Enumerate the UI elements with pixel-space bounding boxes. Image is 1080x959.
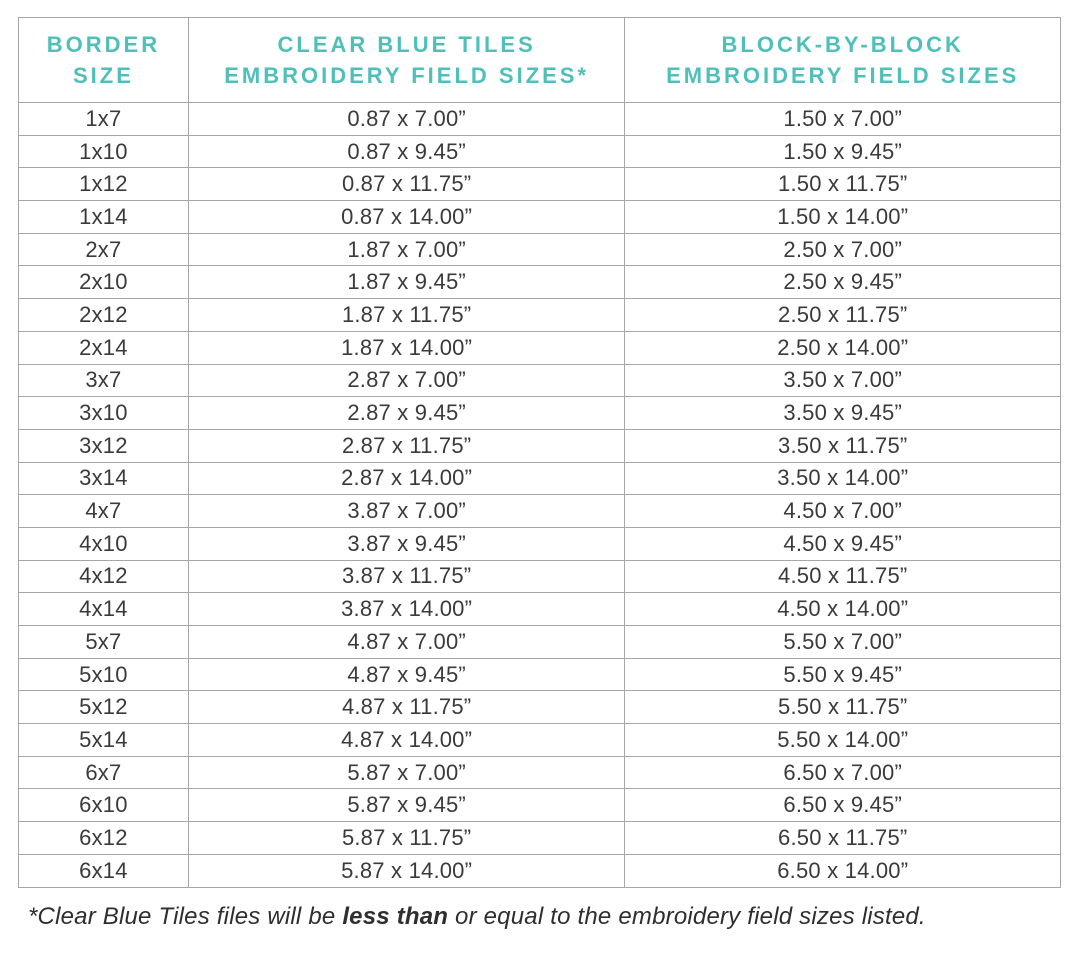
footnote-bold: less than	[342, 903, 449, 930]
cell-block-by-block: 6.50 x 7.00”	[625, 756, 1061, 789]
cell-clear-blue-tiles: 1.87 x 9.45”	[188, 266, 625, 299]
cell-border-size: 3x7	[19, 364, 189, 397]
cell-clear-blue-tiles: 5.87 x 14.00”	[188, 854, 625, 887]
cell-border-size: 6x14	[19, 854, 189, 887]
cell-block-by-block: 3.50 x 9.45”	[625, 397, 1061, 430]
cell-border-size: 1x12	[19, 168, 189, 201]
table-row	[19, 135, 1061, 168]
cell-border-size: 4x14	[19, 593, 189, 626]
footnote-suffix: or equal to the embroidery field sizes listed.	[448, 903, 926, 930]
embroidery-field-size-table	[18, 17, 1061, 888]
cell-block-by-block: 5.50 x 11.75”	[625, 691, 1061, 724]
column-header-block-by-block	[625, 18, 1061, 103]
cell-border-size: 2x14	[19, 331, 189, 364]
cell-block-by-block: 2.50 x 7.00”	[625, 233, 1061, 266]
cell-clear-blue-tiles: 4.87 x 9.45”	[188, 658, 625, 691]
table-row	[19, 560, 1061, 593]
cell-block-by-block: 4.50 x 11.75”	[625, 560, 1061, 593]
cell-border-size: 4x7	[19, 495, 189, 528]
column-header-border-size	[19, 18, 189, 103]
cell-clear-blue-tiles: 3.87 x 14.00”	[188, 593, 625, 626]
table-row	[19, 756, 1061, 789]
table-row	[19, 364, 1061, 397]
table-row	[19, 103, 1061, 136]
table-row	[19, 593, 1061, 626]
cell-clear-blue-tiles: 4.87 x 11.75”	[188, 691, 625, 724]
cell-block-by-block: 4.50 x 9.45”	[625, 527, 1061, 560]
cell-block-by-block: 1.50 x 7.00”	[625, 103, 1061, 136]
cell-block-by-block: 1.50 x 14.00”	[625, 201, 1061, 234]
table-row	[19, 462, 1061, 495]
cell-border-size: 5x7	[19, 626, 189, 659]
cell-block-by-block: 6.50 x 14.00”	[625, 854, 1061, 887]
cell-block-by-block: 5.50 x 14.00”	[625, 724, 1061, 757]
table-row	[19, 495, 1061, 528]
cell-border-size: 3x12	[19, 429, 189, 462]
cell-border-size: 1x7	[19, 103, 189, 136]
cell-block-by-block: 6.50 x 11.75”	[625, 822, 1061, 855]
cell-clear-blue-tiles: 5.87 x 7.00”	[188, 756, 625, 789]
cell-border-size: 5x12	[19, 691, 189, 724]
cell-clear-blue-tiles: 4.87 x 7.00”	[188, 626, 625, 659]
cell-clear-blue-tiles: 5.87 x 9.45”	[188, 789, 625, 822]
cell-block-by-block: 5.50 x 9.45”	[625, 658, 1061, 691]
table-row	[19, 331, 1061, 364]
cell-border-size: 4x10	[19, 527, 189, 560]
cell-block-by-block: 4.50 x 14.00”	[625, 593, 1061, 626]
table-row	[19, 201, 1061, 234]
cell-clear-blue-tiles: 4.87 x 14.00”	[188, 724, 625, 757]
cell-block-by-block: 3.50 x 7.00”	[625, 364, 1061, 397]
table-body	[19, 103, 1061, 888]
header-line: SIZE	[72, 63, 134, 88]
cell-clear-blue-tiles: 0.87 x 7.00”	[188, 103, 625, 136]
table-row	[19, 724, 1061, 757]
cell-clear-blue-tiles: 3.87 x 11.75”	[188, 560, 625, 593]
table-row	[19, 233, 1061, 266]
cell-border-size: 3x10	[19, 397, 189, 430]
cell-border-size: 1x10	[19, 135, 189, 168]
table-row	[19, 789, 1061, 822]
cell-clear-blue-tiles: 1.87 x 14.00”	[188, 331, 625, 364]
header-line: CLEAR BLUE TILES	[277, 32, 536, 57]
cell-block-by-block: 4.50 x 7.00”	[625, 495, 1061, 528]
cell-clear-blue-tiles: 2.87 x 7.00”	[188, 364, 625, 397]
table-row	[19, 854, 1061, 887]
cell-clear-blue-tiles: 1.87 x 7.00”	[188, 233, 625, 266]
table-row	[19, 397, 1061, 430]
table-row	[19, 626, 1061, 659]
cell-block-by-block: 5.50 x 7.00”	[625, 626, 1061, 659]
cell-clear-blue-tiles: 3.87 x 7.00”	[188, 495, 625, 528]
cell-border-size: 3x14	[19, 462, 189, 495]
cell-block-by-block: 1.50 x 9.45”	[625, 135, 1061, 168]
cell-block-by-block: 3.50 x 14.00”	[625, 462, 1061, 495]
cell-block-by-block: 1.50 x 11.75”	[625, 168, 1061, 201]
cell-clear-blue-tiles: 0.87 x 11.75”	[188, 168, 625, 201]
table-row	[19, 691, 1061, 724]
cell-block-by-block: 2.50 x 9.45”	[625, 266, 1061, 299]
cell-border-size: 2x7	[19, 233, 189, 266]
cell-block-by-block: 2.50 x 11.75”	[625, 299, 1061, 332]
column-header-clear-blue-tiles	[188, 18, 625, 103]
cell-clear-blue-tiles: 5.87 x 11.75”	[188, 822, 625, 855]
cell-border-size: 6x12	[19, 822, 189, 855]
footnote	[28, 903, 1058, 931]
cell-clear-blue-tiles: 0.87 x 14.00”	[188, 201, 625, 234]
header-line: BORDER	[46, 32, 161, 57]
cell-clear-blue-tiles: 0.87 x 9.45”	[188, 135, 625, 168]
table-row	[19, 527, 1061, 560]
cell-block-by-block: 2.50 x 14.00”	[625, 331, 1061, 364]
cell-clear-blue-tiles: 2.87 x 9.45”	[188, 397, 625, 430]
header-line: EMBROIDERY FIELD SIZES	[666, 63, 1020, 88]
cell-border-size: 4x12	[19, 560, 189, 593]
cell-block-by-block: 6.50 x 9.45”	[625, 789, 1061, 822]
cell-border-size: 2x12	[19, 299, 189, 332]
header-line: BLOCK-BY-BLOCK	[721, 32, 964, 57]
table-row	[19, 266, 1061, 299]
footnote-prefix: *Clear Blue Tiles files will be	[28, 903, 343, 930]
cell-border-size: 2x10	[19, 266, 189, 299]
header-line: EMBROIDERY FIELD SIZES*	[224, 63, 590, 88]
cell-border-size: 5x10	[19, 658, 189, 691]
cell-clear-blue-tiles: 1.87 x 11.75”	[188, 299, 625, 332]
table-row	[19, 429, 1061, 462]
cell-border-size: 6x7	[19, 756, 189, 789]
cell-clear-blue-tiles: 2.87 x 14.00”	[188, 462, 625, 495]
table-row	[19, 168, 1061, 201]
header-row	[19, 18, 1061, 103]
cell-block-by-block: 3.50 x 11.75”	[625, 429, 1061, 462]
cell-clear-blue-tiles: 2.87 x 11.75”	[188, 429, 625, 462]
cell-border-size: 5x14	[19, 724, 189, 757]
table-row	[19, 822, 1061, 855]
table-row	[19, 658, 1061, 691]
cell-border-size: 1x14	[19, 201, 189, 234]
table-row	[19, 299, 1061, 332]
cell-clear-blue-tiles: 3.87 x 9.45”	[188, 527, 625, 560]
cell-border-size: 6x10	[19, 789, 189, 822]
